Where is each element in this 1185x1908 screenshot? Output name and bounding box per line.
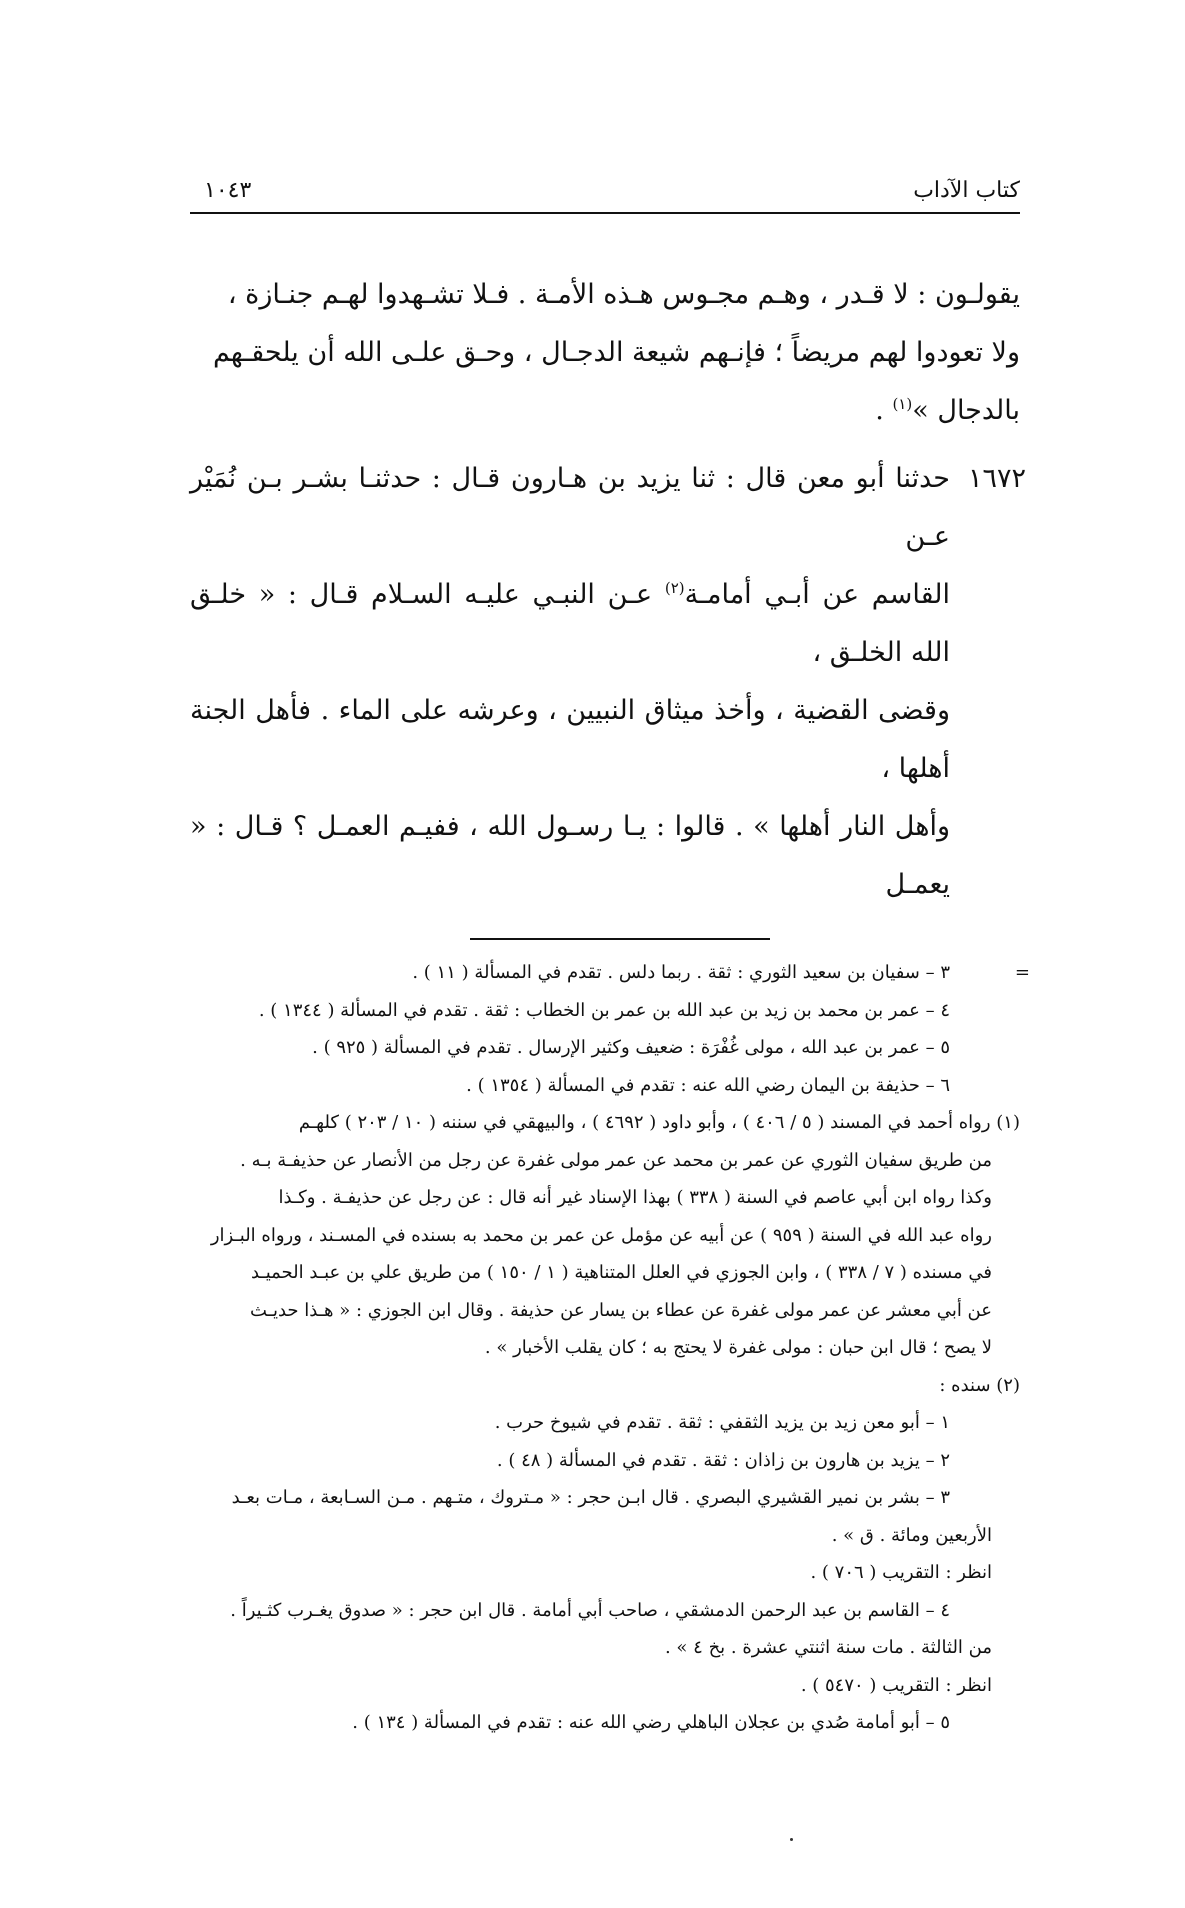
running-header [190,170,1020,214]
footnote-line: (١) رواه أحمد في المسند ( ٥ / ٤٠٦ ) ، وأبو داود ( ٤٦٩٢ ) ، والبيهقي في سننه ( ١٠ / ٢٠٣ ) كلهـم [298,1112,1020,1133]
footnote-line: ٤ – عمر بن محمد بن زيد بن عبد الله بن عمر بن الخطاب : ثقة . تقدم في المسألة ( ١٣٤٤ ) . [258,999,950,1021]
footnote-line: ٣ – بشر بن نمير القشيري البصري . قال ابـن حجر : « مـتروك ، متـهم . مـن السـابعة ، مـات بعـد [231,1487,950,1508]
text-line: القاسم عن أبـي أمامـة$^{(٢)}$ عـن النبـي عليـه السـلام قـال : « خلـق الله الخلـق ، [190,579,950,668]
footnote-line: ١ – أبو معن زيد بن يزيد الثقفي : ثقة . تقدم في شيوخ حرب . [494,1412,950,1433]
continuation-mark: = [1014,962,1030,983]
text-line: وأهل النار أهلها » . قالوا : يـا رسـول الله ، ففيـم العمـل ؟ قـال : « يعمـل [190,811,950,900]
footnote-mark-2[interactable]: (٢) [664,579,685,597]
text-line: ولا تعودوا لهم مريضاً ؛ فإنـهم شيعة الدجـال ، وحـق علـى الله أن يلحقـهم [212,337,1020,368]
footnote-line: ٢ – يزيد بن هارون بن زاذان : ثقة . تقدم في المسألة ( ٤٨ ) . [496,1449,950,1471]
footnote-line: عن أبي معشر عن عمر مولى غفرة عن عطاء بن يسار عن حذيفة . وقال ابن الجوزي : « هـذا حديـث [250,1299,992,1321]
text-line: بالدجال »$^{(١)}$ . [875,395,1020,426]
main-text [190,266,1026,914]
footnote-line: ٦ – حذيفة بن اليمان رضي الله عنه : تقدم في المسألة ( ١٣٥٤ ) . [466,1074,950,1096]
footnote-line: في مسنده ( ٧ / ٣٣٨ ) ، وابن الجوزي في العلل المتناهية ( ١ / ١٥٠ ) من طريق علي بن عبـد الحميـد [250,1262,992,1283]
book-title: كتاب الآداب [913,178,1020,203]
footnote-line: من الثالثة . مات سنة اثنتي عشرة . بخ ٤ » . [664,1637,992,1658]
footnote-line: الأربعين ومائة . ق » . [831,1524,992,1546]
footnote-line: انظر : التقريب ( ٧٠٦ ) . [810,1562,992,1583]
hadith-1672 [190,450,1026,914]
footnote-1 [190,1104,1020,1367]
footnote-line: ٣ – سفيان بن سعيد الثوري : ثقة . ربما دلس . تقدم في المسألة ( ١١ ) . [412,962,950,983]
hadith-number: ١٦٧٢ [967,463,1026,494]
footnote-mark-1[interactable]: (١) [892,395,913,413]
footnote-line: ٥ – عمر بن عبد الله ، مولى غُفْرَة : ضعيف وكثير الإرسال . تقدم في المسألة ( ٩٢٥ ) . [312,1037,950,1058]
page-number: ١٠٤٣ [204,178,252,203]
text-line: حدثنا أبو معن قال : ثنا يزيد بن هـارون قـال : حدثنـا بشـر بـن نُمَيْر عـن [190,463,950,552]
footnote-line: لا يصح ؛ قال ابن حبان : مولى غفرة لا يحتج به ؛ كان يقلب الأخبار » . [484,1337,992,1358]
text-line: يقولـون : لا قـدر ، وهـم مجـوس هـذه الأمـة . فـلا تشـهدوا لهـم جنـازة ، [227,279,1020,310]
footnote-line: من طريق سفيان الثوري عن عمر بن محمد عن عمر مولى غفرة عن رجل من الأنصار عن حذيفـة بـه . [240,1149,992,1171]
footnote-line: ٥ – أبو أمامة صُدي بن عجلان الباهلي رضي الله عنه : تقدم في المسألة ( ١٣٤ ) . [352,1712,950,1733]
footnote-line: رواه عبد الله في السنة ( ٩٥٩ ) عن أبيه عن مؤمل عن عمر بن محمد به بسنده في المسـند ، ورواه البـزار [210,1224,992,1246]
footnotes [190,954,1030,1742]
page-speck [790,1838,793,1841]
footnote-2 [190,1367,1020,1742]
footnote-line: وكذا رواه ابن أبي عاصم في السنة ( ٣٣٨ ) بهذا الإسناد غير أنه قال : عن رجل عن حذيفـة . وكـذا [278,1187,992,1208]
carried-footnote [190,954,1030,1104]
footnote-line: انظر : التقريب ( ٥٤٧٠ ) . [800,1674,992,1696]
footnote-divider [470,938,770,940]
text-line: وقضى القضية ، وأخذ ميثاق النبيين ، وعرشه على الماء . فأهل الجنة أهلها ، [190,695,950,784]
footnote-heading: (٢) سنده : [939,1374,1020,1396]
footnote-line: ٤ – القاسم بن عبد الرحمن الدمشقي ، صاحب أبي أمامة . قال ابن حجر : « صدوق يغـرب كثـيراً . [230,1599,950,1621]
book-page [190,170,1030,1742]
